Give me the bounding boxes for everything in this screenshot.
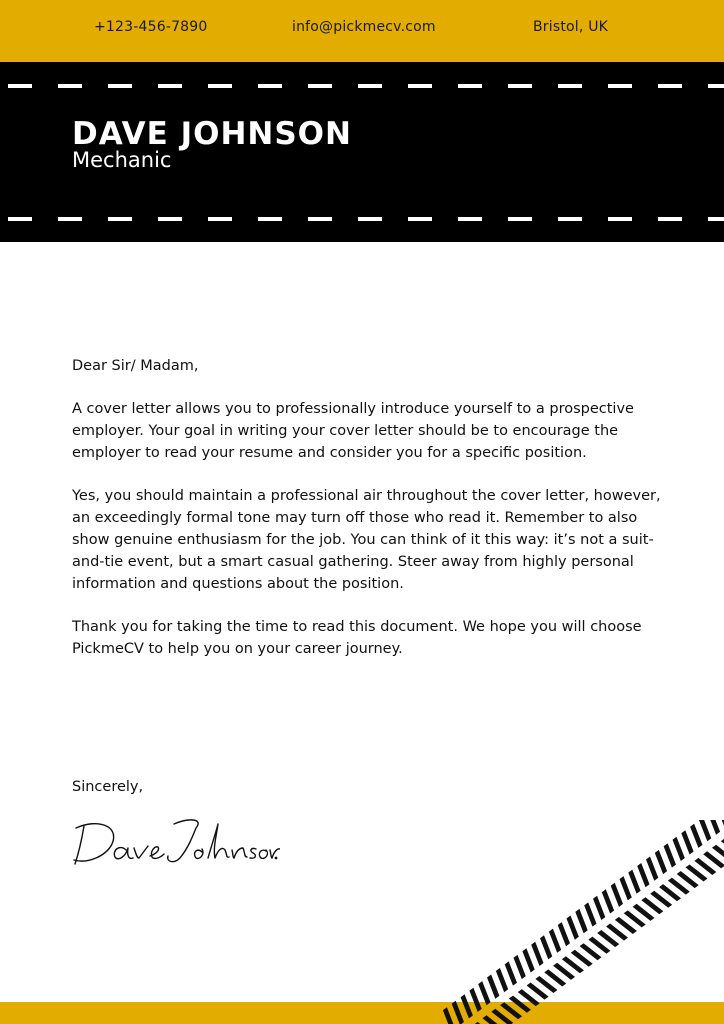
road-dashes-top	[0, 84, 724, 88]
paragraph: Yes, you should maintain a professional air throughout the cover letter, however, an exceedingly formal tone may turn off those who read it. Remember to also show genuine enthusiasm for the job. You can think of it this way: it’s not a suit-and-tie event, but a smart casual gathering. Steer away from highly personal information and questions about the position.	[72, 488, 661, 592]
contact-bar	[0, 0, 724, 62]
paragraph: A cover letter allows you to professionally introduce yourself to a prospective employer. Your goal in writing your cover letter should be to encourage the employer to read your resume and consider you for a specific position.	[72, 401, 634, 461]
location: Bristol, UK	[533, 19, 609, 35]
email-address: info@pickmecv.com	[292, 19, 436, 35]
letter-body	[72, 355, 662, 681]
closing: Sincerely,	[72, 779, 144, 795]
greeting: Dear Sir/ Madam,	[72, 358, 199, 374]
applicant-title: Mechanic	[72, 148, 172, 172]
signature	[70, 812, 280, 870]
tire-tread-icon	[440, 820, 724, 1024]
paragraph: Thank you for taking the time to read this document. We hope you will choose PickmeCV to help you on your career journey.	[72, 619, 642, 657]
applicant-name: DAVE JOHNSON	[72, 116, 352, 152]
phone-number: +123-456-7890	[94, 19, 208, 35]
road-dashes-bottom	[0, 217, 724, 221]
